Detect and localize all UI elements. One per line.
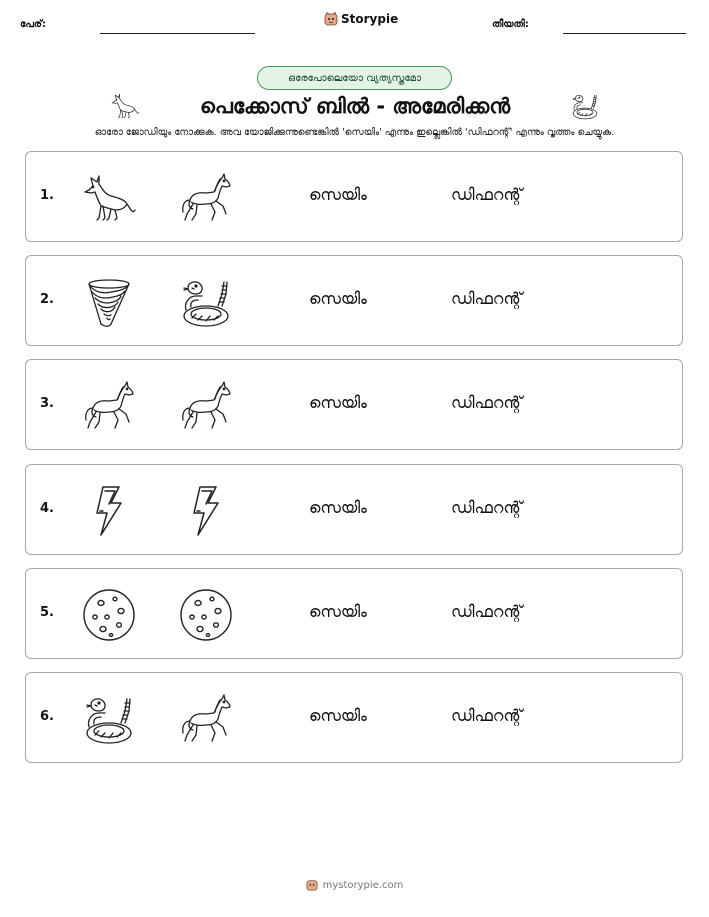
moon-icon <box>81 587 137 643</box>
same-option[interactable]: സെയിം <box>309 602 367 621</box>
question-number: 5. <box>40 605 54 620</box>
horse-icon <box>178 691 234 747</box>
different-option[interactable]: ഡിഫറന്റ് <box>451 393 523 412</box>
question-row <box>25 672 683 763</box>
different-option[interactable]: ഡിഫറന്റ് <box>451 498 523 517</box>
rattlesnake-icon <box>178 274 234 330</box>
date-write-line <box>563 33 686 34</box>
coyote-icon <box>81 170 137 226</box>
coyote-icon <box>110 91 140 121</box>
same-option[interactable]: സെയിം <box>309 289 367 308</box>
question-number: 3. <box>40 396 54 411</box>
footer-site: mystorypie.com <box>322 879 404 891</box>
title-row <box>110 91 600 121</box>
name-label: പേര്: <box>20 19 46 30</box>
same-option[interactable]: സെയിം <box>309 393 367 412</box>
tornado-icon <box>81 274 137 330</box>
question-row <box>25 151 683 242</box>
question-number: 6. <box>40 709 54 724</box>
storypie-mascot-icon <box>306 879 318 891</box>
question-number: 1. <box>40 188 54 203</box>
worksheet-title: പെക്കോസ് ബിൽ - അമേരിക്കൻ <box>199 93 511 118</box>
worksheet-header <box>0 0 709 40</box>
horse-icon <box>178 170 234 226</box>
date-label: തീയതി: <box>492 19 529 30</box>
question-row <box>25 359 683 450</box>
same-option[interactable]: സെയിം <box>309 706 367 725</box>
different-option[interactable]: ഡിഫറന്റ് <box>451 602 523 621</box>
same-option[interactable]: സെയിം <box>309 185 367 204</box>
different-option[interactable]: ഡിഫറന്റ് <box>451 706 523 725</box>
brand-logo <box>324 12 398 26</box>
footer <box>0 879 709 891</box>
horse-icon <box>81 378 137 434</box>
same-option[interactable]: സെയിം <box>309 498 367 517</box>
moon-icon <box>178 587 234 643</box>
lightning-icon <box>81 483 137 539</box>
name-write-line <box>100 33 255 34</box>
question-row <box>25 464 683 555</box>
worksheet-type-badge: ഒരേപോലെയോ വ്യത്യസ്തമോ <box>257 66 452 90</box>
brand-name: Storypie <box>341 12 399 26</box>
question-number: 4. <box>40 501 54 516</box>
storypie-mascot-icon <box>324 12 338 26</box>
different-option[interactable]: ഡിഫറന്റ് <box>451 289 523 308</box>
question-row <box>25 255 683 346</box>
rattlesnake-icon <box>81 691 137 747</box>
rattlesnake-icon <box>570 91 600 121</box>
question-row <box>25 568 683 659</box>
question-number: 2. <box>40 292 54 307</box>
horse-icon <box>178 378 234 434</box>
instructions-text: ഓരോ ജോഡിയും നോക്കുക. അവ യോജിക്കുന്നുണ്ടെങ്കിൽ 'സെയിം' എന്നും ഇല്ലെങ്കിൽ 'ഡിഫറന്റ്' എന്നും വൃത്തം ചെയ്യുക. <box>94 127 615 138</box>
lightning-icon <box>178 483 234 539</box>
different-option[interactable]: ഡിഫറന്റ് <box>451 185 523 204</box>
